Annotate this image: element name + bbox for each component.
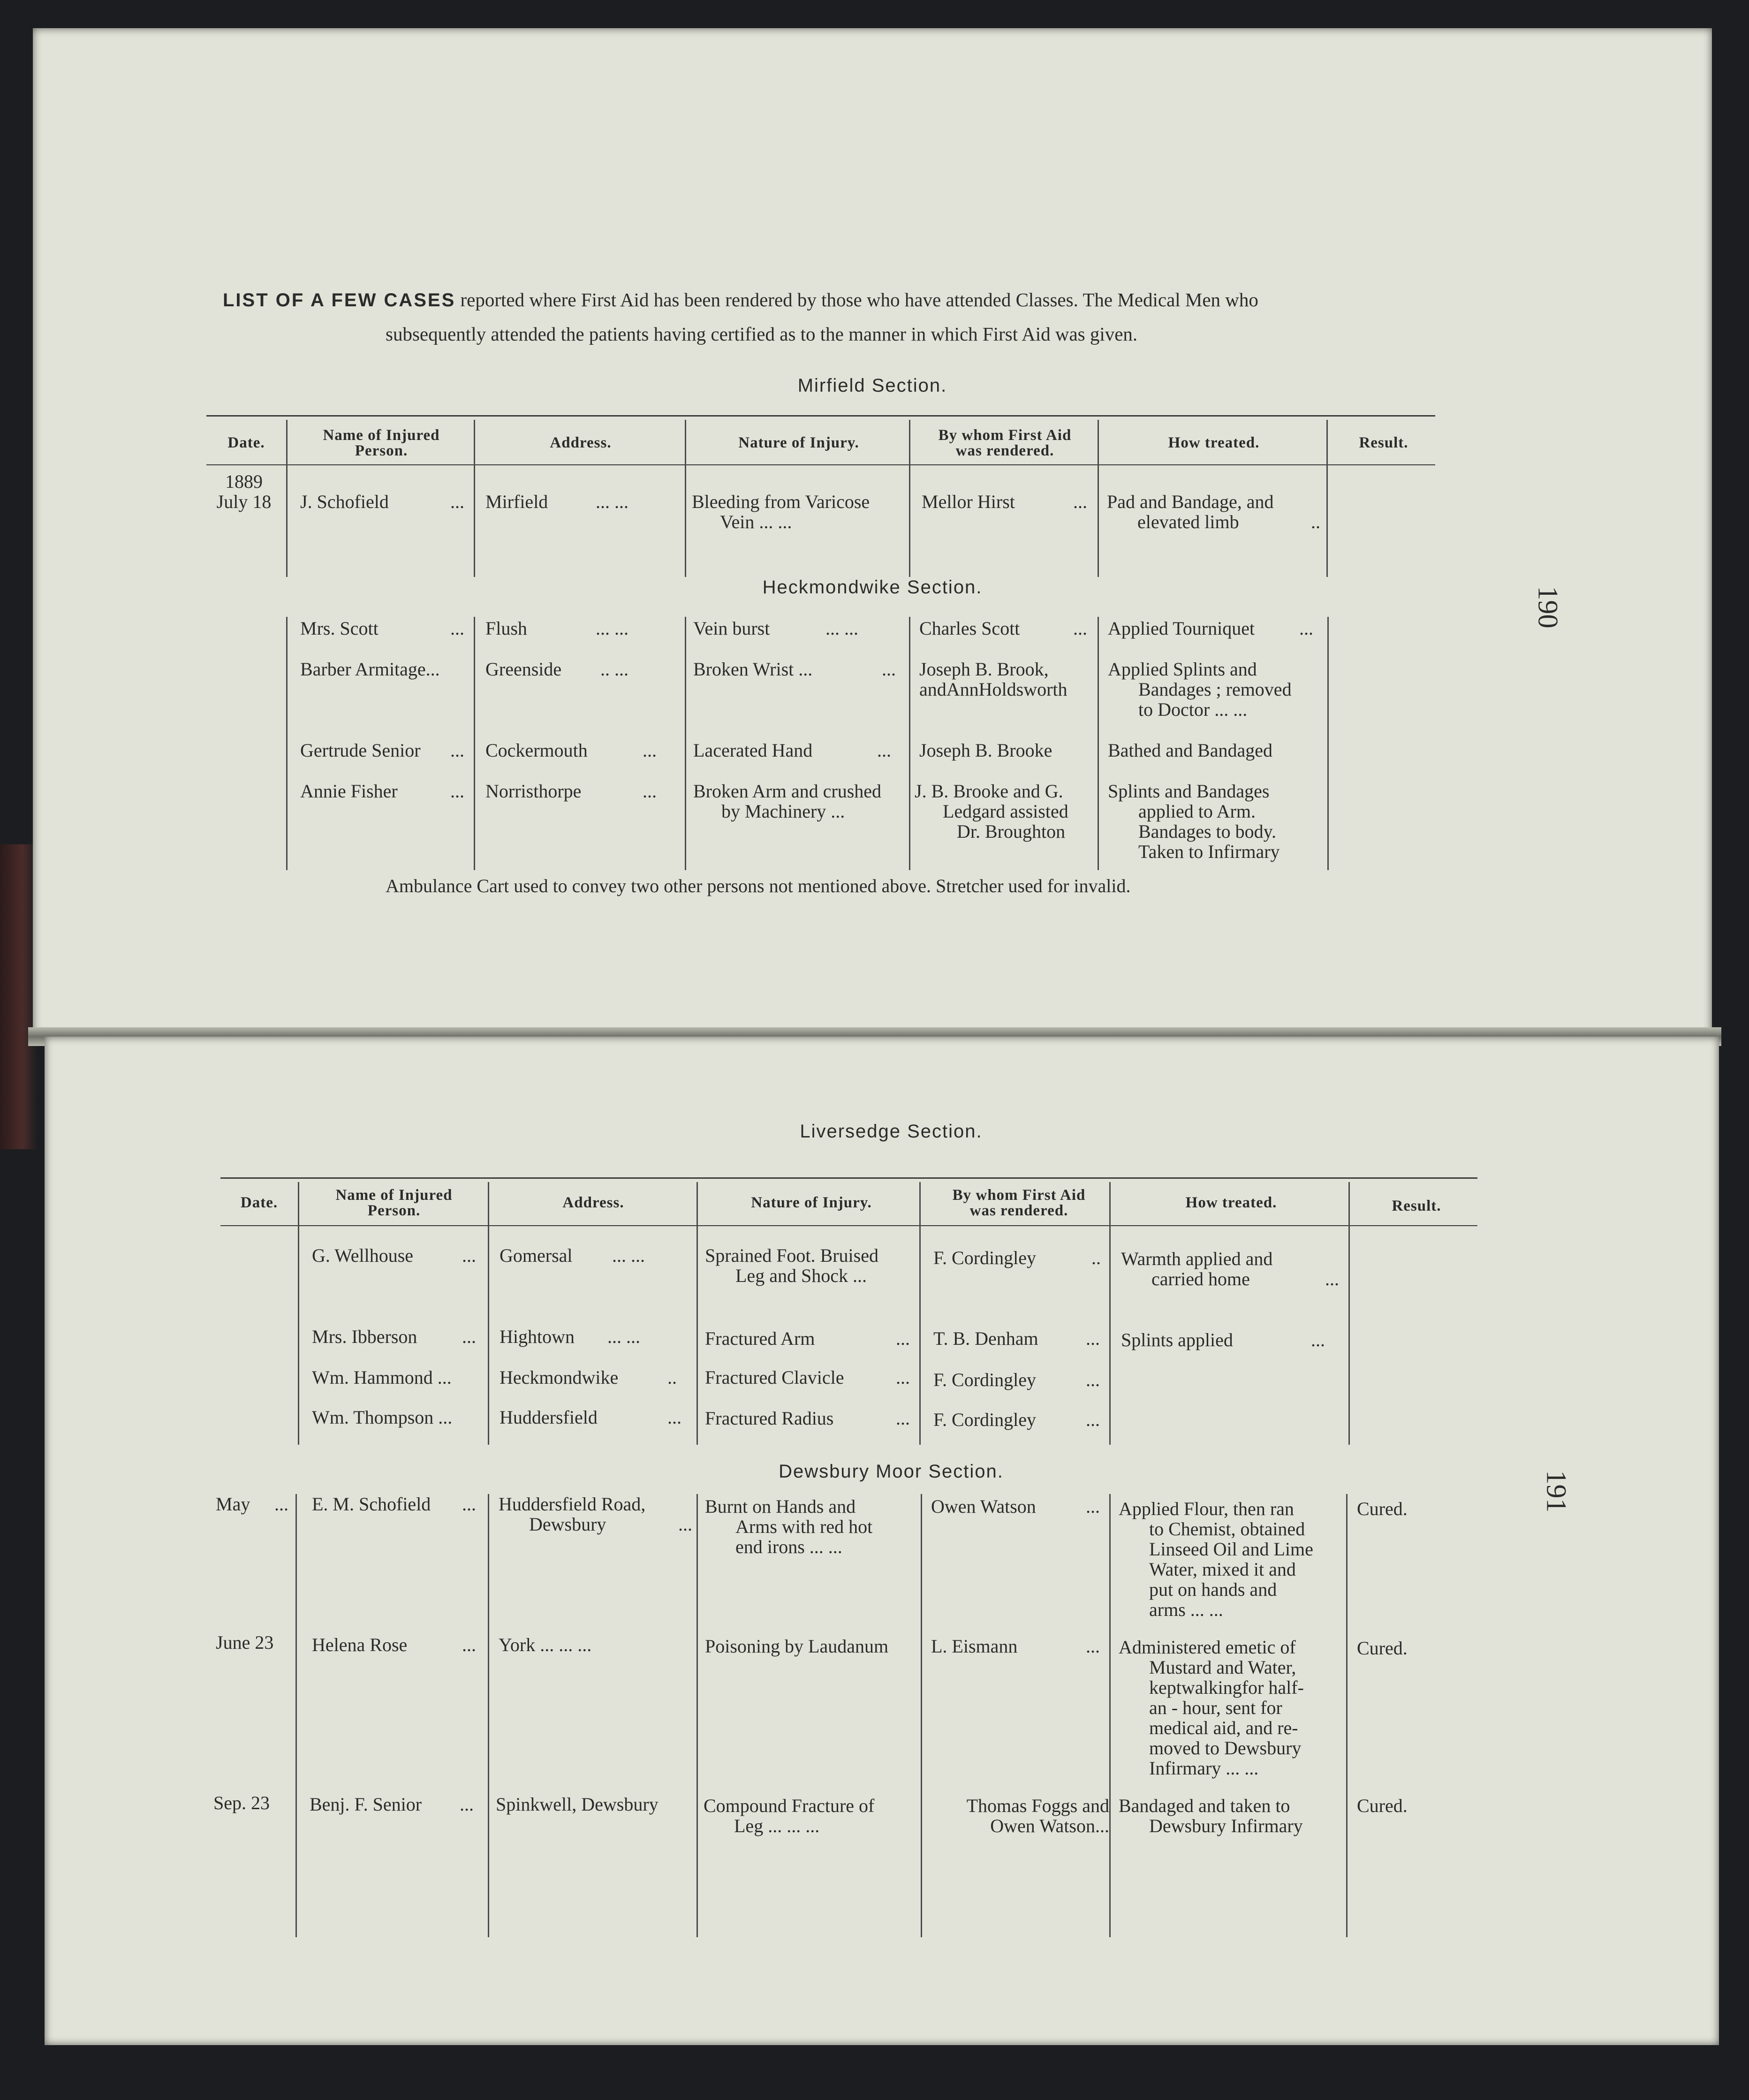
- how-l3: Bandages to body.: [1138, 821, 1277, 842]
- nature-of-injury: [693, 781, 909, 821]
- address-l2-text: Dewsbury: [529, 1514, 606, 1535]
- how-l2: Mustard and Water,: [1149, 1657, 1296, 1678]
- nature-l2: Arms with red hot: [735, 1516, 873, 1537]
- address-dots: ..: [667, 1367, 677, 1388]
- treatment: [1119, 1796, 1344, 1836]
- col-rule: [286, 420, 288, 577]
- col-rule: [1109, 1494, 1111, 1937]
- how-l2: [1107, 512, 1323, 532]
- how-l2: Bandages ; removed: [1138, 679, 1292, 700]
- how-l4: Water, mixed it and: [1149, 1559, 1296, 1580]
- how-l2: to Chemist, obtained: [1149, 1518, 1305, 1539]
- page-191: [45, 1037, 1719, 2045]
- nature-l1: Sprained Foot. Bruised: [705, 1245, 878, 1266]
- page-190: [33, 28, 1712, 1037]
- header-whom-l2: was rendered.: [955, 442, 1054, 459]
- injured-name: Annie Fisher: [300, 781, 398, 802]
- first-aider: Charles Scott: [919, 618, 1020, 639]
- nature-l2: by Machinery ...: [721, 801, 845, 822]
- date-cell: June 23: [216, 1632, 274, 1653]
- first-aider: Owen Watson: [931, 1496, 1036, 1517]
- treatment: [1108, 659, 1324, 720]
- name-dots: ...: [462, 1494, 476, 1515]
- result: Cured.: [1357, 1638, 1408, 1659]
- how-dots: ...: [1311, 1329, 1325, 1350]
- address: Cockermouth: [485, 740, 588, 761]
- col-rule: [1346, 1494, 1348, 1937]
- treatment: Bathed and Bandaged: [1108, 740, 1272, 761]
- nature-l1: Compound Fracture of: [704, 1795, 875, 1816]
- how-l7: Infirmary ... ...: [1149, 1758, 1259, 1779]
- injured-name: Barber Armitage...: [300, 659, 440, 680]
- how-l1: Applied Splints and: [1108, 659, 1257, 680]
- address: Greenside: [485, 659, 562, 680]
- header-date: Date.: [240, 1194, 278, 1211]
- address-l2: [499, 1514, 695, 1534]
- address: Heckmondwike: [500, 1367, 619, 1388]
- address: Gomersal: [500, 1245, 573, 1266]
- nature-dots: ... ...: [825, 618, 858, 639]
- col-rule: [1326, 420, 1328, 577]
- treatment: [1119, 1499, 1344, 1620]
- first-aider: Joseph B. Brooke: [919, 740, 1052, 761]
- header-whom: [910, 428, 1100, 459]
- treatment: [1121, 1249, 1344, 1289]
- header-name: [303, 1188, 485, 1219]
- nature-dots: ...: [896, 1367, 910, 1388]
- date-cell: [206, 471, 281, 512]
- how-dots: ...: [1299, 618, 1313, 639]
- whom-l3: Dr. Broughton: [957, 821, 1066, 842]
- first-aider: [919, 659, 1068, 699]
- header-name: [290, 428, 473, 459]
- date-cell: May: [216, 1494, 250, 1515]
- name-dots: ...: [462, 1326, 476, 1347]
- injured-name: Helena Rose: [312, 1634, 408, 1655]
- how-l3: to Doctor ... ...: [1138, 699, 1248, 720]
- how-l2-text: elevated limb: [1137, 511, 1239, 532]
- heckmondwike-section-title: Heckmondwike Section.: [762, 577, 983, 598]
- address-dots: ...: [643, 740, 657, 761]
- whom-l1: Thomas Foggs and: [966, 1795, 1109, 1816]
- address-dots: ... ...: [607, 1326, 640, 1347]
- name-dots: ...: [450, 781, 464, 802]
- nature-of-injury: Vein burst: [693, 618, 770, 639]
- injured-name: Wm. Hammond ...: [312, 1367, 452, 1388]
- how-l1: Applied Flour, then ran: [1119, 1498, 1294, 1519]
- injured-name: J. Schofield: [300, 491, 389, 512]
- header-name-l1: Name of Injured: [323, 427, 440, 444]
- how-l2: [1121, 1269, 1344, 1289]
- injured-name: Mrs. Ibberson: [312, 1326, 417, 1347]
- injured-name: Mrs. Scott: [300, 618, 379, 639]
- first-aider: F. Cordingley: [933, 1409, 1037, 1430]
- injured-name: Gertrude Senior: [300, 740, 421, 761]
- how-l2-text: carried home: [1151, 1268, 1250, 1289]
- name-dots: ...: [450, 491, 464, 512]
- heckmondwike-footnote: Ambulance Cart used to convey two other persons not mentioned above. Stretcher used for invalid.: [386, 875, 1131, 896]
- header-address: Address.: [550, 434, 612, 451]
- col-rule: [1327, 617, 1329, 870]
- whom-dots: ..: [1091, 1247, 1101, 1268]
- header-bottom-rule: [206, 464, 1435, 465]
- how-l1: Pad and Bandage, and: [1107, 491, 1274, 512]
- first-aider: F. Cordingley: [933, 1247, 1037, 1268]
- address: Flush: [485, 618, 527, 639]
- header-top-rule: [206, 415, 1435, 417]
- how-l4: Taken to Infirmary: [1138, 841, 1280, 862]
- address: Huddersfield: [500, 1407, 598, 1428]
- col-rule: [685, 420, 686, 577]
- address: [499, 1494, 695, 1534]
- nature-of-injury: Lacerated Hand: [693, 740, 813, 761]
- header-how: How treated.: [1168, 434, 1260, 451]
- header-whom-l1: By whom First Aid: [952, 1187, 1086, 1204]
- address-dots: .. ...: [600, 659, 628, 680]
- address: York ... ... ...: [499, 1634, 592, 1655]
- whom-dots: ...: [1086, 1369, 1100, 1390]
- col-rule: [295, 1494, 297, 1937]
- name-dots: ...: [450, 618, 464, 639]
- nature-l2: Leg ... ... ...: [734, 1815, 820, 1836]
- header-whom-l1: By whom First Aid: [938, 427, 1072, 444]
- how-l1: Splints and Bandages: [1108, 781, 1270, 802]
- intro-line-1: [223, 288, 1258, 311]
- nature-l1: Broken Arm and crushed: [693, 781, 882, 802]
- col-rule: [488, 1494, 489, 1937]
- col-rule: [685, 617, 686, 870]
- first-aider: T. B. Denham: [933, 1328, 1038, 1349]
- nature-of-injury: Fractured Radius: [705, 1408, 834, 1429]
- treatment: [1119, 1637, 1344, 1778]
- nature-of-injury: [705, 1245, 918, 1286]
- header-nature: Nature of Injury.: [751, 1194, 872, 1211]
- header-result: Result.: [1392, 1198, 1441, 1214]
- col-rule: [474, 420, 475, 577]
- whom-dots: ...: [1086, 1328, 1100, 1349]
- col-rule: [921, 1494, 922, 1937]
- page-number-190: 190: [1532, 586, 1564, 629]
- address: Hightown: [500, 1326, 575, 1347]
- nature-of-injury: [705, 1496, 918, 1557]
- how-l6: moved to Dewsbury: [1149, 1737, 1302, 1759]
- header-whom-l2: was rendered.: [969, 1202, 1068, 1219]
- col-rule: [909, 617, 910, 870]
- nature-l3: end irons ... ...: [735, 1536, 842, 1557]
- how-l2: applied to Arm.: [1138, 801, 1256, 822]
- address-l1: Huddersfield Road,: [499, 1494, 646, 1515]
- name-dots: ...: [462, 1245, 476, 1266]
- address: Norristhorpe: [485, 781, 582, 802]
- intro-line-2: subsequently attended the patients having certified as to the manner in which First Aid was given.: [386, 323, 1138, 345]
- col-rule: [286, 617, 288, 870]
- col-rule: [488, 1182, 489, 1445]
- treatment: Splints applied: [1121, 1329, 1233, 1350]
- nature-l1: Burnt on Hands and: [705, 1496, 856, 1517]
- how-l4: an - hour, sent for: [1149, 1697, 1282, 1718]
- how-l3: keptwalkingfor half-: [1149, 1677, 1304, 1698]
- first-aider: [915, 781, 1095, 842]
- name-dots: ...: [462, 1634, 476, 1655]
- address-dots: ... ...: [596, 618, 628, 639]
- first-aider: Mellor Hirst: [922, 491, 1015, 512]
- whom-l1: Joseph B. Brook,: [919, 659, 1049, 680]
- nature-dots: ...: [882, 659, 896, 680]
- how-l6: arms ... ...: [1149, 1599, 1223, 1620]
- result: Cured.: [1357, 1795, 1408, 1816]
- date-dots: ...: [274, 1494, 288, 1515]
- injured-name: E. M. Schofield: [312, 1494, 431, 1515]
- date-year: 1889: [225, 471, 263, 492]
- nature-of-injury: Fractured Clavicle: [705, 1367, 844, 1388]
- col-rule: [909, 420, 910, 577]
- address-dots: ...: [643, 781, 657, 802]
- first-aider: [929, 1796, 1109, 1836]
- nature-of-injury: [704, 1796, 917, 1836]
- nature-of-injury: Broken Wrist ...: [693, 659, 813, 680]
- header-address: Address.: [562, 1194, 624, 1211]
- how-dots: ...: [1325, 1268, 1339, 1289]
- nature-dots: ...: [896, 1408, 910, 1429]
- date-day: July 18: [216, 491, 272, 512]
- col-rule: [1109, 1182, 1111, 1445]
- header-result: Result.: [1359, 434, 1408, 451]
- header-how: How treated.: [1185, 1194, 1277, 1211]
- book-binding: [0, 844, 38, 1149]
- name-dots: ...: [460, 1794, 474, 1815]
- whom-dots: ...: [1086, 1636, 1100, 1657]
- injured-name: Benj. F. Senior: [310, 1794, 422, 1815]
- how-l3: Linseed Oil and Lime: [1149, 1539, 1313, 1560]
- address: Mirfield: [485, 491, 548, 512]
- how-l1: Bandaged and taken to: [1119, 1795, 1290, 1816]
- first-aider: F. Cordingley: [933, 1369, 1037, 1390]
- header-name-l2: Person.: [367, 1202, 421, 1219]
- name-dots: ...: [450, 740, 464, 761]
- how-l1: Administered emetic of: [1119, 1637, 1296, 1658]
- col-rule: [1098, 420, 1099, 577]
- treatment: [1107, 492, 1323, 532]
- header-name-l2: Person.: [355, 442, 408, 459]
- nature-dots: ...: [896, 1328, 910, 1349]
- date-cell: Sep. 23: [213, 1792, 270, 1813]
- whom-l2: andAnnHoldsworth: [919, 679, 1068, 700]
- whom-dots: ...: [1086, 1409, 1100, 1430]
- treatment: Applied Tourniquet: [1108, 618, 1255, 639]
- nature-l2: Vein ... ...: [720, 511, 792, 532]
- nature-dots: ...: [877, 740, 891, 761]
- col-rule: [1098, 617, 1099, 870]
- nature-l2: Leg and Shock ...: [735, 1265, 867, 1286]
- header-date: Date.: [227, 434, 265, 451]
- col-rule: [1348, 1182, 1350, 1445]
- intro-lead: LIST OF A FEW CASES: [223, 290, 456, 311]
- header-top-rule: [220, 1177, 1477, 1179]
- how-l5: put on hands and: [1149, 1579, 1277, 1600]
- address-dots: ...: [667, 1407, 681, 1428]
- nature-of-injury: Poisoning by Laudanum: [705, 1636, 889, 1657]
- header-name-l1: Name of Injured: [335, 1187, 453, 1204]
- intro-line-1-text: reported where First Aid has been rendered by those who have attended Classes. The Medical Men who: [455, 289, 1258, 311]
- whom-l2: Ledgard assisted: [943, 801, 1068, 822]
- address-dots: ... ...: [596, 491, 628, 512]
- how-l5: medical aid, and re-: [1149, 1717, 1298, 1738]
- whom-l1: J. B. Brooke and G.: [915, 781, 1063, 802]
- col-rule: [697, 1494, 698, 1937]
- result: Cured.: [1357, 1498, 1408, 1519]
- header-bottom-rule: [220, 1225, 1477, 1226]
- page-number-191: 191: [1541, 1470, 1572, 1513]
- nature-of-injury: Fractured Arm: [705, 1328, 815, 1349]
- header-whom: [924, 1188, 1114, 1219]
- injured-name: G. Wellhouse: [312, 1245, 414, 1266]
- dewsbury-section-title: Dewsbury Moor Section.: [779, 1461, 1004, 1482]
- how-l1: Warmth applied and: [1121, 1248, 1273, 1269]
- whom-dots: ...: [1073, 618, 1087, 639]
- whom-l2: Owen Watson...: [990, 1815, 1109, 1836]
- treatment: [1108, 781, 1326, 862]
- whom-dots: ...: [1086, 1496, 1100, 1517]
- nature-of-injury: [692, 492, 908, 532]
- address-dots: ... ...: [612, 1245, 645, 1266]
- address-dots: ...: [678, 1514, 692, 1535]
- col-rule: [919, 1182, 921, 1445]
- whom-dots: ...: [1073, 491, 1087, 512]
- nature-l1: Bleeding from Varicose: [692, 491, 870, 512]
- mirfield-section-title: Mirfield Section.: [797, 375, 947, 396]
- how-l2: Dewsbury Infirmary: [1149, 1815, 1303, 1836]
- liversedge-section-title: Liversedge Section.: [800, 1121, 983, 1142]
- col-rule: [298, 1182, 299, 1445]
- col-rule: [474, 617, 475, 870]
- first-aider: L. Eismann: [931, 1636, 1018, 1657]
- address: Spinkwell, Dewsbury: [496, 1794, 659, 1815]
- header-nature: Nature of Injury.: [738, 434, 859, 451]
- how-dots: ..: [1311, 511, 1320, 532]
- injured-name: Wm. Thompson ...: [312, 1407, 453, 1428]
- col-rule: [697, 1182, 698, 1445]
